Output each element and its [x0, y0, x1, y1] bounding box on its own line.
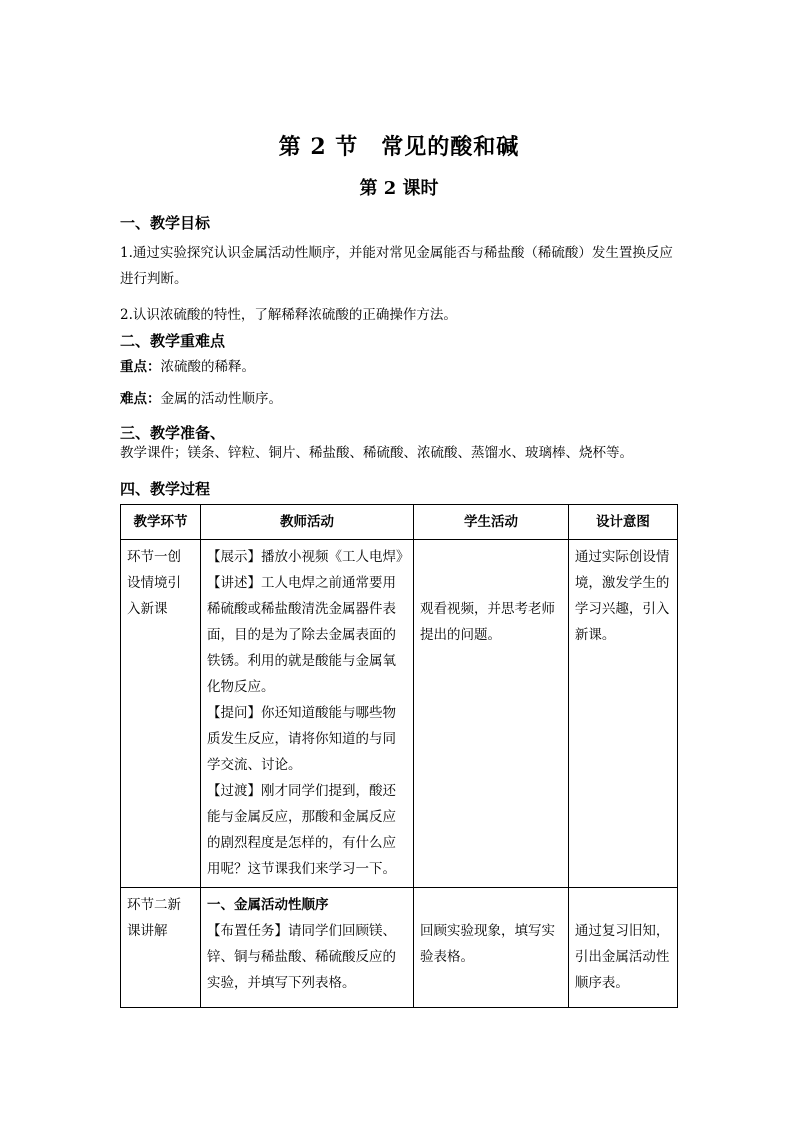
prep-text: 教学课件；镁条、锌粒、铜片、稀盐酸、稀硫酸、浓硫酸、蒸馏水、玻璃棒、烧杯等。 — [120, 445, 633, 461]
row1-teacher-p3: 【提问】你还知道酸能与哪些物质发生反应，请将你知道的与同学交流、讨论。 — [207, 705, 397, 773]
row2-teacher-heading: 一、金属活动性顺序 — [207, 897, 329, 913]
difficult-text: 金属的活动性顺序。 — [160, 391, 282, 407]
section-heading-goals: 一、教学目标 — [120, 214, 211, 232]
row1-teacher-p1: 【展示】播放小视频《工人电焊》 — [207, 549, 410, 565]
key-point — [120, 354, 678, 380]
section-heading-prep: 三、教学准备、 — [120, 424, 226, 442]
difficult-label: 难点： — [120, 391, 161, 407]
goal-2: 2.认识浓硫酸的特性，了解稀释浓硫酸的正确操作方法。 — [120, 307, 457, 323]
section-heading-process: 四、教学过程 — [120, 480, 211, 498]
header-intent: 设计意图 — [568, 505, 677, 540]
key-text: 浓硫酸的稀释。 — [160, 359, 255, 375]
row1-teacher-p4: 【过渡】刚才同学们提到，酸还能与金属反应，那酸和金属反应的剧烈程度是怎样的，有什么应用呢？这节课我们来学习一下。 — [207, 783, 397, 877]
page-subtitle: 第 2 课时 — [359, 178, 439, 199]
row1-teacher — [201, 540, 414, 888]
row1-teacher-p2: 【讲述】工人电焊之前通常要用稀硫酸或稀盐酸清洗金属器件表面，目的是为了除去金属表面的铁锈。利用的就是酸能与金属氧化物反应。 — [207, 575, 397, 695]
header-teacher: 教师活动 — [201, 505, 414, 540]
header-stage: 教学环节 — [121, 505, 201, 540]
row2-stage: 环节二新课讲解 — [121, 888, 201, 1008]
row2-teacher-p1: 【布置任务】请同学们回顾镁、锌、铜与稀盐酸、稀硫酸反应的实验，并填写下列表格。 — [207, 923, 397, 991]
process-table — [120, 504, 678, 1008]
row1-stage: 环节一创设情境引入新课 — [121, 540, 201, 888]
row1-student: 观看视频，并思考老师提出的问题。 — [414, 540, 569, 888]
page-title: 第 2 节 常见的酸和碱 — [278, 134, 520, 160]
table-row — [121, 888, 678, 1008]
difficult-point — [120, 386, 678, 412]
key-label: 重点： — [120, 359, 161, 375]
goal-1: 1.通过实验探究认识金属活动性顺序，并能对常见金属能否与稀盐酸（稀硫酸）发生置换反应进行判断。 — [120, 245, 673, 287]
row1-intent: 通过实际创设情境，激发学生的学习兴趣，引入新课。 — [568, 540, 677, 888]
row2-teacher — [201, 888, 414, 1008]
header-student: 学生活动 — [414, 505, 569, 540]
row2-student: 回顾实验现象，填写实验表格。 — [414, 888, 569, 1008]
table-header-row — [121, 505, 678, 540]
row2-intent: 通过复习旧知，引出金属活动性顺序表。 — [568, 888, 677, 1008]
section-heading-keypoints: 二、教学重难点 — [120, 332, 226, 350]
table-row — [121, 540, 678, 888]
